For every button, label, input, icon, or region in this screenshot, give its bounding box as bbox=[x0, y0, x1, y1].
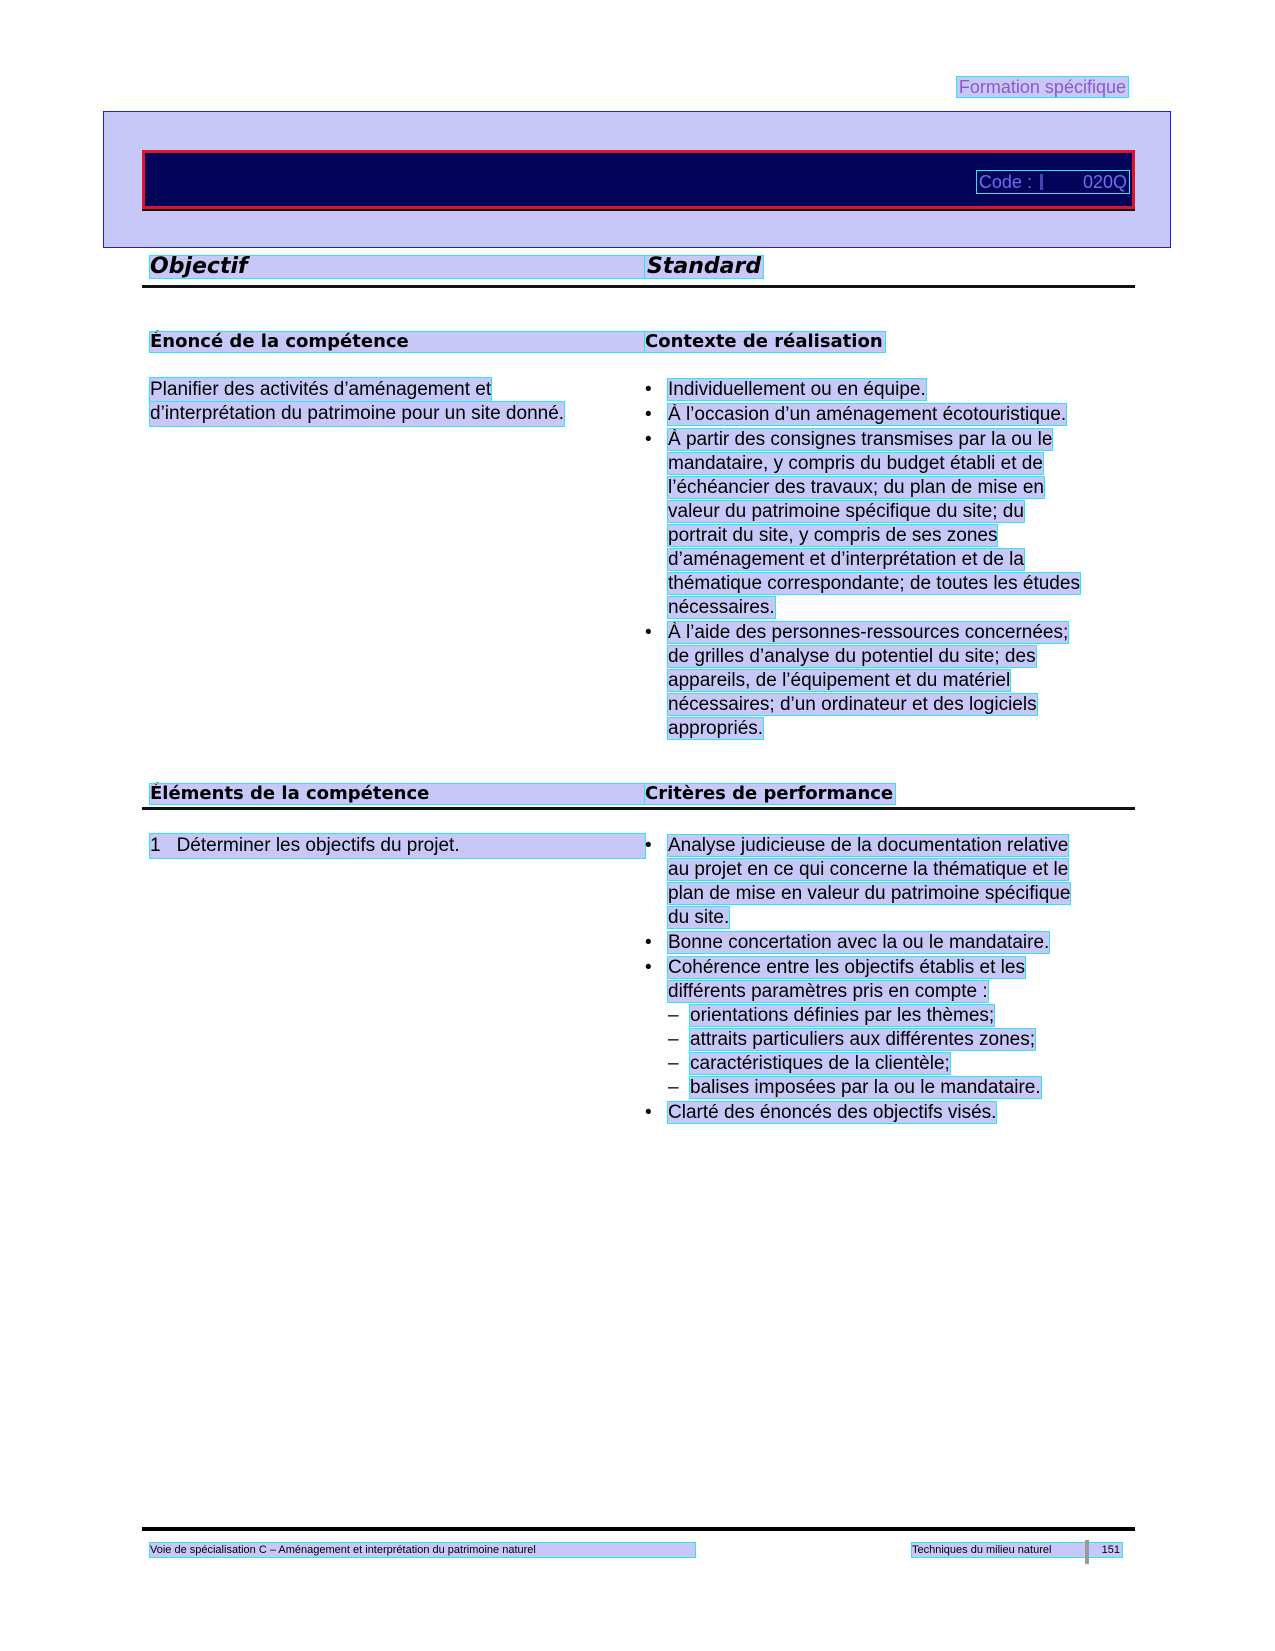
list-item-line: différents paramètres pris en compte : bbox=[668, 981, 988, 1002]
dash-icon: – bbox=[668, 1053, 679, 1074]
section-divider bbox=[142, 285, 1135, 288]
page-number: 151 bbox=[1101, 1544, 1120, 1556]
footer-section-title: Voie de spécialisation C – Aménagement et interprétation du patrimoine naturel bbox=[150, 1543, 695, 1557]
list-item-line: mandataire, y compris du budget établi et de bbox=[668, 453, 1043, 474]
statement-heading: Énoncé de la compétence bbox=[150, 332, 645, 352]
list-item-line: À partir des consignes transmises par la ou le bbox=[668, 429, 1053, 450]
competency-header-band bbox=[142, 150, 1135, 209]
code-label: Code : bbox=[978, 172, 1032, 192]
list-item bbox=[645, 621, 1120, 741]
list-item-line: au projet en ce qui concerne la thématique et le bbox=[668, 859, 1069, 880]
list-item-line: nécessaires. bbox=[668, 597, 775, 618]
competency-statement bbox=[150, 378, 564, 426]
bullet-icon: • bbox=[645, 429, 652, 450]
list-item-line: valeur du patrimoine spécifique du site; du bbox=[668, 501, 1024, 522]
list-item bbox=[645, 931, 1120, 955]
competency-code bbox=[977, 171, 1129, 193]
sub-item-text: attraits particuliers aux différentes zones; bbox=[690, 1029, 1035, 1050]
bullet-icon: • bbox=[645, 1102, 652, 1123]
list-item-line: À l’occasion d’un aménagement écotouristique. bbox=[668, 404, 1067, 425]
code-value: 020Q bbox=[1082, 172, 1127, 192]
list-item-line: d’aménagement et d’interprétation et de la bbox=[668, 549, 1024, 570]
competency-element bbox=[150, 834, 645, 858]
page-marker bbox=[1085, 1540, 1089, 1564]
element-number: 1 bbox=[150, 835, 161, 856]
list-item-line: portrait du site, y compris de ses zones bbox=[668, 525, 998, 546]
list-item-line: de grilles d’analyse du potentiel du site; des bbox=[668, 646, 1036, 667]
list-item-line: Analyse judicieuse de la documentation relative bbox=[668, 835, 1069, 856]
list-item-line: Clarté des énoncés des objectifs visés. bbox=[668, 1102, 997, 1123]
footer-program-name: Techniques du milieu naturel bbox=[912, 1544, 1052, 1556]
context-heading: Contexte de réalisation bbox=[645, 331, 883, 352]
elements-divider bbox=[142, 807, 1135, 810]
bullet-icon: • bbox=[645, 379, 652, 400]
statement-line: Planifier des activités d’aménagement et bbox=[150, 379, 492, 400]
sub-item-text: orientations définies par les thèmes; bbox=[690, 1005, 995, 1026]
bullet-icon: • bbox=[645, 957, 652, 978]
list-item bbox=[645, 403, 1120, 427]
bullet-icon: • bbox=[645, 404, 652, 425]
footer-program bbox=[912, 1543, 1122, 1557]
list-item-line: thématique correspondante; de toutes les études bbox=[668, 573, 1080, 594]
criteria-heading: Critères de performance bbox=[645, 783, 894, 804]
list-item-line: du site. bbox=[668, 907, 730, 928]
statement-line: d’interprétation du patrimoine pour un site donné. bbox=[150, 403, 565, 424]
dash-icon: – bbox=[668, 1077, 679, 1098]
bullet-icon: • bbox=[645, 932, 652, 953]
header-underline bbox=[142, 209, 1135, 211]
code-separator bbox=[1040, 174, 1043, 190]
list-item-line: nécessaires; d’un ordinateur et des logiciels bbox=[668, 694, 1037, 715]
list-item-line: l’échéancier des travaux; du plan de mise en bbox=[668, 477, 1045, 498]
list-item-line: Individuellement ou en équipe. bbox=[668, 379, 926, 400]
list-item bbox=[645, 1101, 1120, 1125]
list-item-line: Cohérence entre les objectifs établis et les bbox=[668, 957, 1025, 978]
bullet-icon: • bbox=[645, 835, 652, 856]
list-item bbox=[645, 956, 1120, 1100]
footer-rule bbox=[142, 1527, 1135, 1531]
section-label: Formation spécifique bbox=[958, 77, 1126, 97]
list-item-line: appareils, de l’équipement et du matériel bbox=[668, 670, 1011, 691]
sub-item-text: balises imposées par la ou le mandataire. bbox=[690, 1077, 1041, 1098]
element-text: Déterminer les objectifs du projet. bbox=[176, 835, 460, 856]
sub-item-text: caractéristiques de la clientèle; bbox=[690, 1053, 950, 1074]
dash-icon: – bbox=[668, 1029, 679, 1050]
list-item bbox=[645, 428, 1120, 620]
elements-heading: Éléments de la compétence bbox=[150, 784, 645, 804]
criteria-list bbox=[645, 834, 1120, 1126]
list-item bbox=[645, 378, 1120, 402]
list-item-line: appropriés. bbox=[668, 718, 764, 739]
list-item bbox=[645, 834, 1120, 930]
standard-heading: Standard bbox=[647, 254, 762, 279]
objective-heading: Objectif bbox=[150, 256, 645, 278]
list-item-line: À l’aide des personnes-ressources concernées; bbox=[668, 622, 1069, 643]
context-list bbox=[645, 378, 1120, 742]
list-item-line: Bonne concertation avec la ou le mandataire. bbox=[668, 932, 1050, 953]
dash-icon: – bbox=[668, 1005, 679, 1026]
list-item-line: plan de mise en valeur du patrimoine spécifique bbox=[668, 883, 1071, 904]
bullet-icon: • bbox=[645, 622, 652, 643]
